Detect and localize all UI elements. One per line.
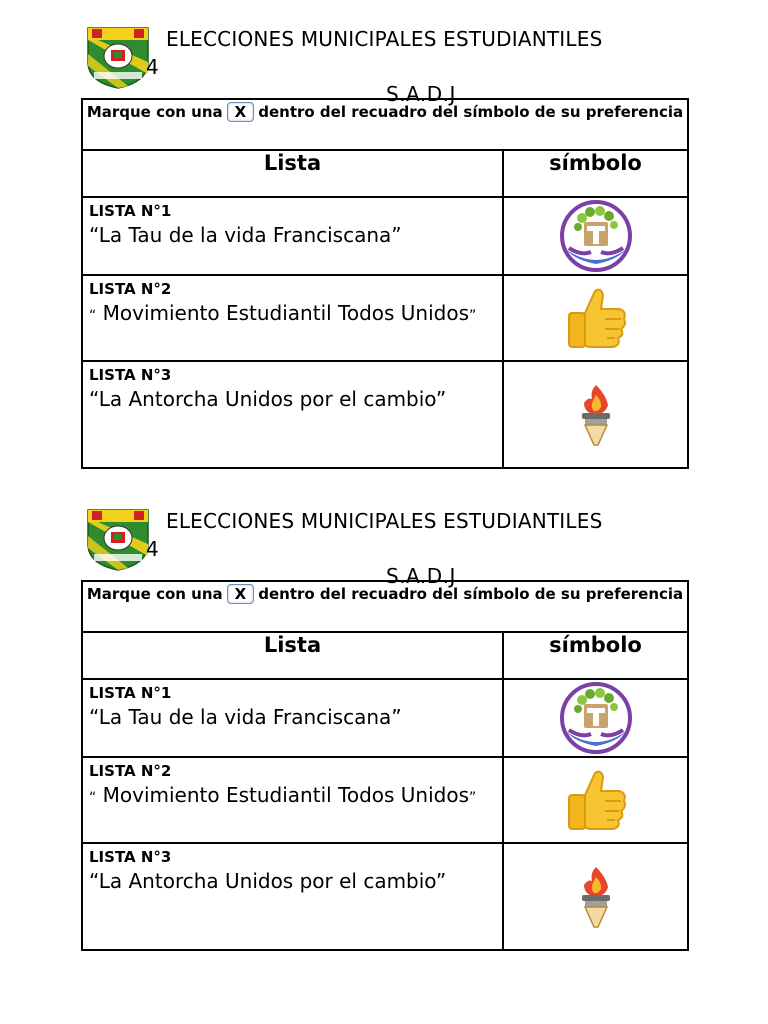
list-3-cell [82,361,503,468]
list-2-cell [82,275,503,361]
list-number: LISTA N°1 [89,202,172,220]
ballot-table [81,98,689,469]
list-number: LISTA N°1 [89,684,172,702]
list-number: LISTA N°2 [89,280,172,298]
list-name: “La Antorcha Unidos por el cambio” [89,869,447,893]
list-number: LISTA N°2 [89,762,172,780]
symbol-cell-2[interactable] [503,275,688,361]
column-header-list: Lista [82,150,503,197]
list-1-cell [82,197,503,275]
list-3-cell [82,843,503,950]
election-title: ELECCIONES MUNICIPALES ESTUDIANTILES [166,27,603,51]
election-subtitle: S.A.D.J [386,564,456,588]
x-mark-box: X [227,584,255,604]
torch-icon [576,865,616,929]
symbol-cell-3[interactable] [503,843,688,950]
list-number: LISTA N°3 [89,848,172,866]
symbol-cell-3[interactable] [503,361,688,468]
list-name: “La Tau de la vida Franciscana” [89,223,402,247]
list-number: LISTA N°3 [89,366,172,384]
x-mark-box: X [227,102,255,122]
school-crest-icon [84,506,152,572]
column-header-symbol: símbolo [503,150,688,197]
list-name: “La Antorcha Unidos por el cambio” [89,387,447,411]
list-row [82,275,688,361]
school-crest-icon [84,24,152,90]
column-header-list: Lista [82,632,503,679]
thumbs-up-icon [563,285,629,351]
torch-icon [576,383,616,447]
list-row [82,197,688,275]
instruction-cell [82,99,688,150]
list-1-cell [82,679,503,757]
list-name: “ Movimiento Estudiantil Todos Unidos” [89,783,477,807]
instruction-text: Marque con una X dentro del recuadro del símbolo de su preferencia [86,103,684,121]
tau-franciscan-logo-icon [557,200,635,272]
symbol-cell-1[interactable] [503,679,688,757]
election-title: ELECCIONES MUNICIPALES ESTUDIANTILES [166,509,603,533]
ballot-1 [0,0,768,482]
list-name: “ Movimiento Estudiantil Todos Unidos” [89,301,477,325]
column-header-symbol: símbolo [503,632,688,679]
election-number: 4 [146,537,159,561]
thumbs-up-icon [563,767,629,833]
instruction-cell [82,581,688,632]
ballot-table [81,580,689,951]
instruction-text: Marque con una X dentro del recuadro del símbolo de su preferencia [86,585,684,603]
list-row [82,679,688,757]
list-name: “La Tau de la vida Franciscana” [89,705,402,729]
ballot-2 [0,482,768,964]
list-row [82,757,688,843]
election-subtitle: S.A.D.J [386,82,456,106]
list-row [82,361,688,468]
list-2-cell [82,757,503,843]
election-number: 4 [146,55,159,79]
list-row [82,843,688,950]
tau-franciscan-logo-icon [557,682,635,754]
symbol-cell-1[interactable] [503,197,688,275]
symbol-cell-2[interactable] [503,757,688,843]
